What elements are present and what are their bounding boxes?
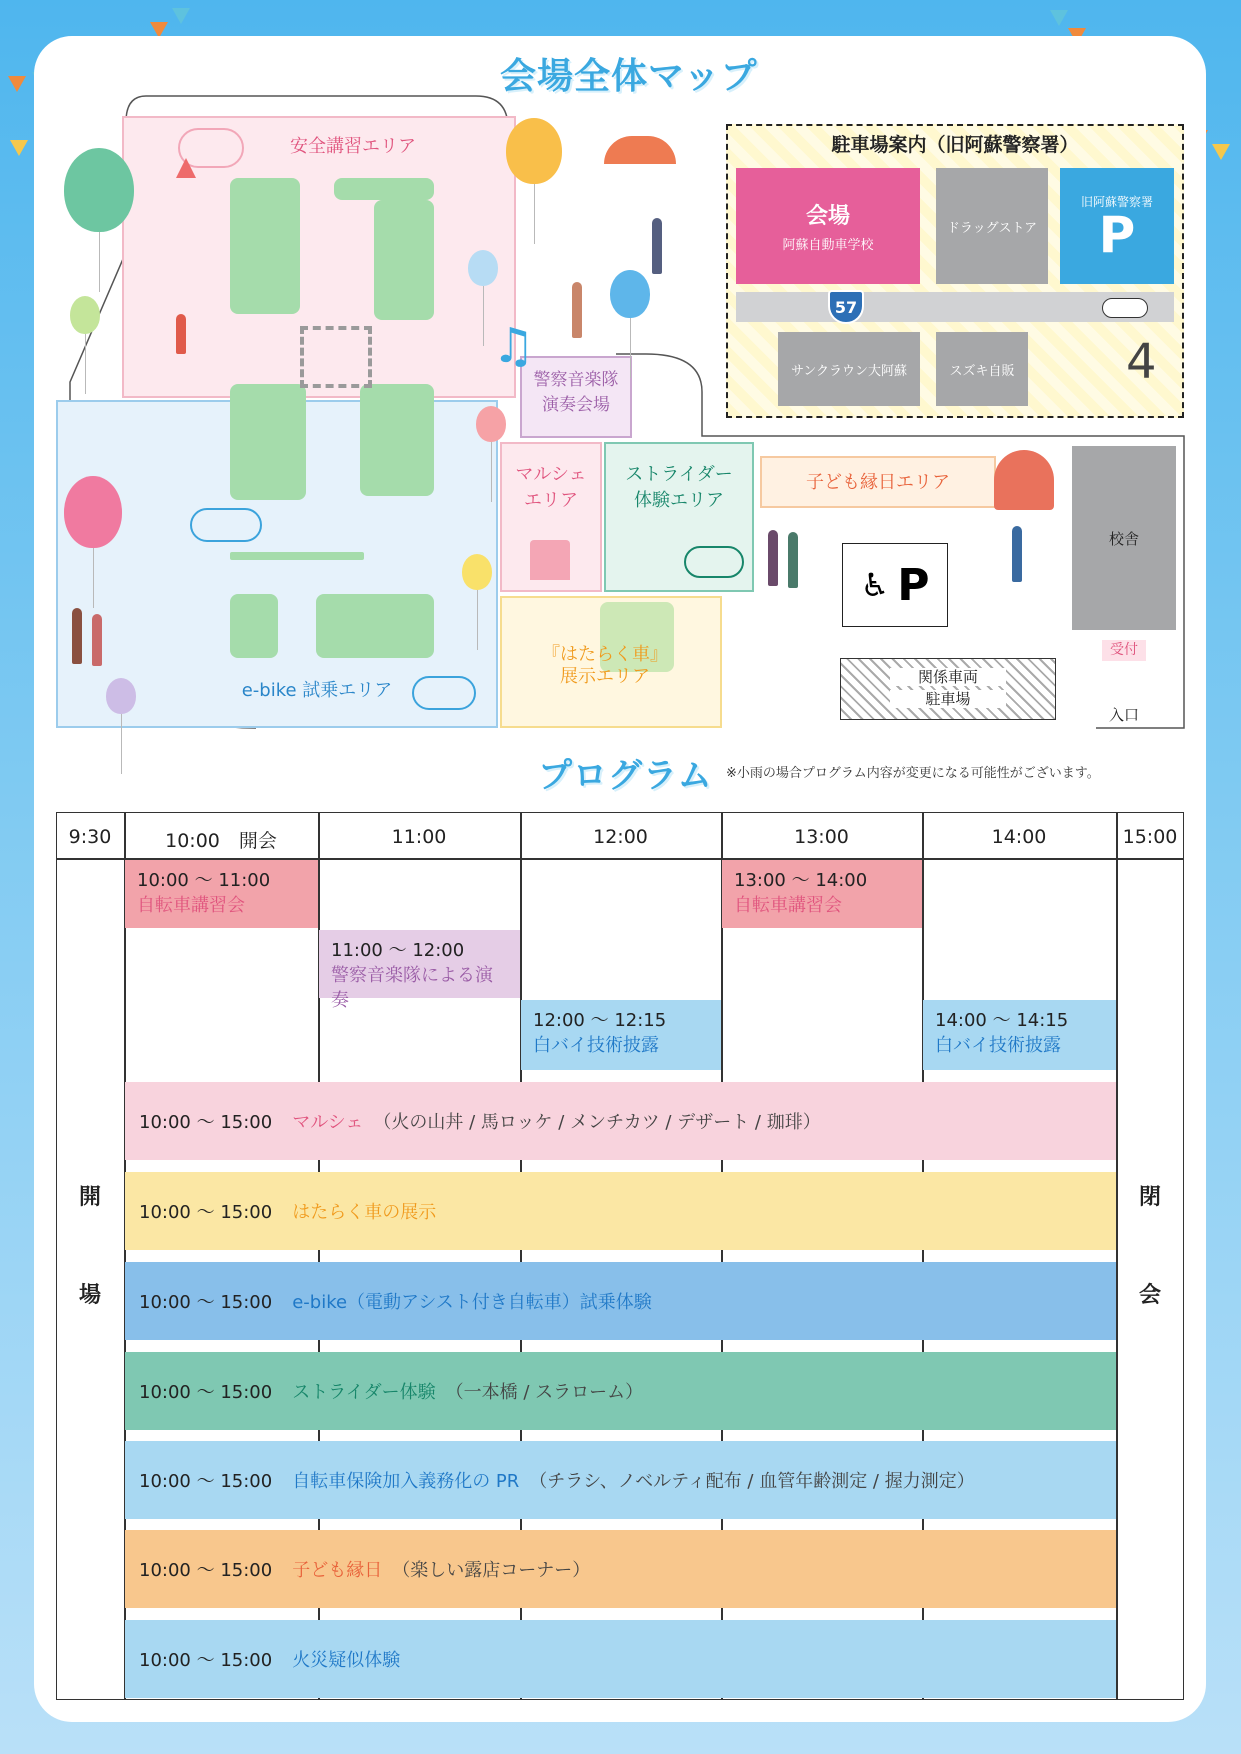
band-detail: （チラシ、ノベルティ配布 / 血管年齢測定 / 握力測定） — [529, 1471, 975, 1492]
band-time: 10:00 ～ 15:00 — [139, 1382, 273, 1403]
course-track — [230, 384, 306, 500]
balloon — [476, 406, 506, 442]
music-note-icon: ♫ — [492, 318, 536, 374]
course-track — [334, 178, 434, 200]
parking-guide-title: 駐車場案内（旧阿蘇警察署） — [831, 134, 1079, 156]
program-band — [125, 1620, 1116, 1698]
band-name: ストライダー体験 — [292, 1382, 436, 1403]
marche-label-1: マルシェ — [515, 464, 587, 485]
event-name: 自転車講習会 — [734, 895, 842, 917]
band-name: 自転車保険加入義務化の PR — [292, 1471, 520, 1492]
band-stage-label-1: 警察音楽隊 — [533, 370, 619, 390]
event-name: 自転車講習会 — [137, 895, 245, 917]
sunclown-block — [778, 332, 920, 406]
drugstore-block — [936, 168, 1048, 284]
course-track — [230, 594, 278, 658]
program-band — [125, 1352, 1116, 1430]
balloon — [506, 118, 562, 184]
event-police-bike-1 — [521, 1000, 721, 1070]
course-track — [374, 200, 434, 320]
suzuki-block — [936, 332, 1028, 406]
school-label: 校舎 — [1108, 530, 1139, 548]
reception-label: 受付 — [1102, 640, 1146, 661]
program-band — [125, 1530, 1116, 1608]
person-icon — [92, 614, 102, 666]
time-header-1500: 15:00 — [1122, 826, 1178, 848]
program-band — [125, 1262, 1116, 1340]
event-name: 白バイ技術披露 — [935, 1035, 1061, 1057]
program-band — [125, 1172, 1116, 1250]
program-band — [125, 1441, 1116, 1519]
event-time: 13:00 ～ 14:00 — [734, 870, 868, 891]
band-time: 10:00 ～ 15:00 — [139, 1471, 273, 1492]
traffic-cone-icon — [176, 158, 196, 178]
ebike-bicycle-icon — [190, 508, 262, 542]
cyclist-icon — [176, 314, 186, 354]
suzuki-label: スズキ自販 — [949, 363, 1015, 379]
band-name: はたらく車の展示 — [292, 1202, 437, 1223]
event-police-bike-2 — [923, 1000, 1116, 1070]
balloon — [64, 148, 134, 232]
event-bike-lecture-1 — [125, 860, 318, 928]
wheelchair-icon: ♿ — [860, 566, 890, 604]
time-header-1100: 11:00 — [391, 826, 447, 848]
kids-fair-label: 子ども縁日エリア — [806, 472, 950, 493]
balloon — [64, 476, 122, 548]
band-name: e-bike（電動アシスト付き自転車）試乗体験 — [292, 1292, 652, 1313]
venue-block — [736, 168, 920, 284]
ebike-area-label: e-bike 試乗エリア — [241, 680, 393, 701]
balloon — [106, 678, 136, 714]
strider-bike-icon — [684, 546, 744, 578]
balloon — [468, 250, 498, 286]
staff-parking-label-1: 関係車両 — [890, 668, 1006, 686]
time-header-0930: 9:30 — [68, 826, 112, 848]
band-time: 10:00 ～ 15:00 — [139, 1112, 273, 1133]
band-detail: （火の山丼 / 馬ロッケ / メンチカツ / デザート / 珈琲） — [373, 1112, 821, 1133]
crosswalk — [300, 326, 372, 388]
drugstore-label: ドラッグストア — [946, 220, 1038, 236]
route-57-sign: 57 — [828, 290, 864, 324]
safety-area-label: 安全講習エリア — [290, 136, 416, 157]
entrance-label: 入口 — [1108, 706, 1139, 724]
event-time: 12:00 ～ 12:15 — [533, 1010, 667, 1031]
rain-note: ※小雨の場合プログラム内容が変更になる可能性がございます。 — [726, 766, 1100, 781]
event-name: 警察音楽隊による演奏 — [331, 965, 493, 1012]
old-police-label: 旧阿蘇警察署 — [1080, 194, 1153, 209]
open-char-2: 場 — [79, 1283, 102, 1308]
old-police-parking — [1060, 168, 1174, 284]
person-icon — [572, 282, 582, 338]
working-cars-label-1: 『はたらく車』 — [542, 644, 668, 665]
accessible-parking-sign — [842, 543, 948, 627]
time-header-1400: 14:00 — [991, 826, 1047, 848]
marche-label-2: エリア — [524, 490, 578, 511]
balloon — [70, 296, 100, 334]
balloon — [462, 554, 492, 590]
event-name: 白バイ技術披露 — [533, 1035, 659, 1057]
working-cars-label-2: 展示エリア — [560, 666, 650, 687]
person-icon — [768, 530, 778, 586]
accessible-parking-p: P — [897, 559, 930, 611]
band-time: 10:00 ～ 15:00 — [139, 1560, 273, 1581]
event-time: 11:00 ～ 12:00 — [331, 940, 465, 961]
close-char-2: 会 — [1139, 1283, 1162, 1308]
ebike-bicycle-icon — [412, 676, 476, 710]
event-bike-lecture-2 — [722, 860, 922, 928]
program-title: プログラム — [538, 756, 713, 796]
parking-p-icon: P — [1098, 205, 1136, 264]
traffic-light-icon — [1102, 298, 1148, 318]
program-band — [125, 1082, 1116, 1160]
band-time: 10:00 ～ 15:00 — [139, 1292, 273, 1313]
band-stage-label-2: 演奏会場 — [542, 395, 610, 415]
open-char-1: 開 — [79, 1185, 102, 1210]
band-name: マルシェ — [292, 1112, 364, 1133]
event-time: 10:00 ～ 11:00 — [137, 870, 271, 891]
band-detail: （楽しい露店コーナー） — [392, 1560, 591, 1581]
north-arrow-icon: 4 — [1126, 334, 1157, 390]
person-icon — [652, 218, 662, 274]
map-title: 会場全体マップ — [500, 56, 758, 97]
course-track — [230, 552, 364, 560]
person-icon — [788, 532, 798, 588]
course-track — [230, 178, 300, 314]
time-header-1000: 10:00 開会 — [165, 830, 277, 852]
stall-icon — [530, 540, 570, 580]
band-time: 10:00 ～ 15:00 — [139, 1650, 273, 1671]
strider-label-2: 体験エリア — [634, 490, 724, 511]
time-header-1300: 13:00 — [794, 826, 849, 848]
strider-label-1: ストライダー — [625, 464, 733, 485]
close-char-1: 閉 — [1139, 1185, 1162, 1210]
band-name: 火災疑似体験 — [292, 1650, 401, 1671]
balloon — [610, 270, 650, 318]
band-detail: （一本橋 / スラローム） — [445, 1382, 644, 1403]
event-time: 14:00 ～ 14:15 — [935, 1010, 1069, 1031]
tent-icon — [994, 450, 1054, 510]
person-icon — [1012, 526, 1022, 582]
staff-parking-label-2: 駐車場 — [890, 690, 1006, 708]
person-icon — [72, 608, 82, 664]
time-header-1200: 12:00 — [593, 826, 648, 848]
course-track — [316, 594, 434, 658]
event-band-performance — [319, 930, 520, 1012]
venue-label: 会場 — [805, 204, 850, 229]
sunclown-label: サンクラウン大阿蘇 — [790, 363, 908, 379]
course-track — [360, 384, 434, 496]
band-name: 子ども縁日 — [292, 1560, 383, 1581]
venue-sublabel: 阿蘇自動車学校 — [782, 238, 874, 253]
band-time: 10:00 ～ 15:00 — [139, 1202, 273, 1223]
